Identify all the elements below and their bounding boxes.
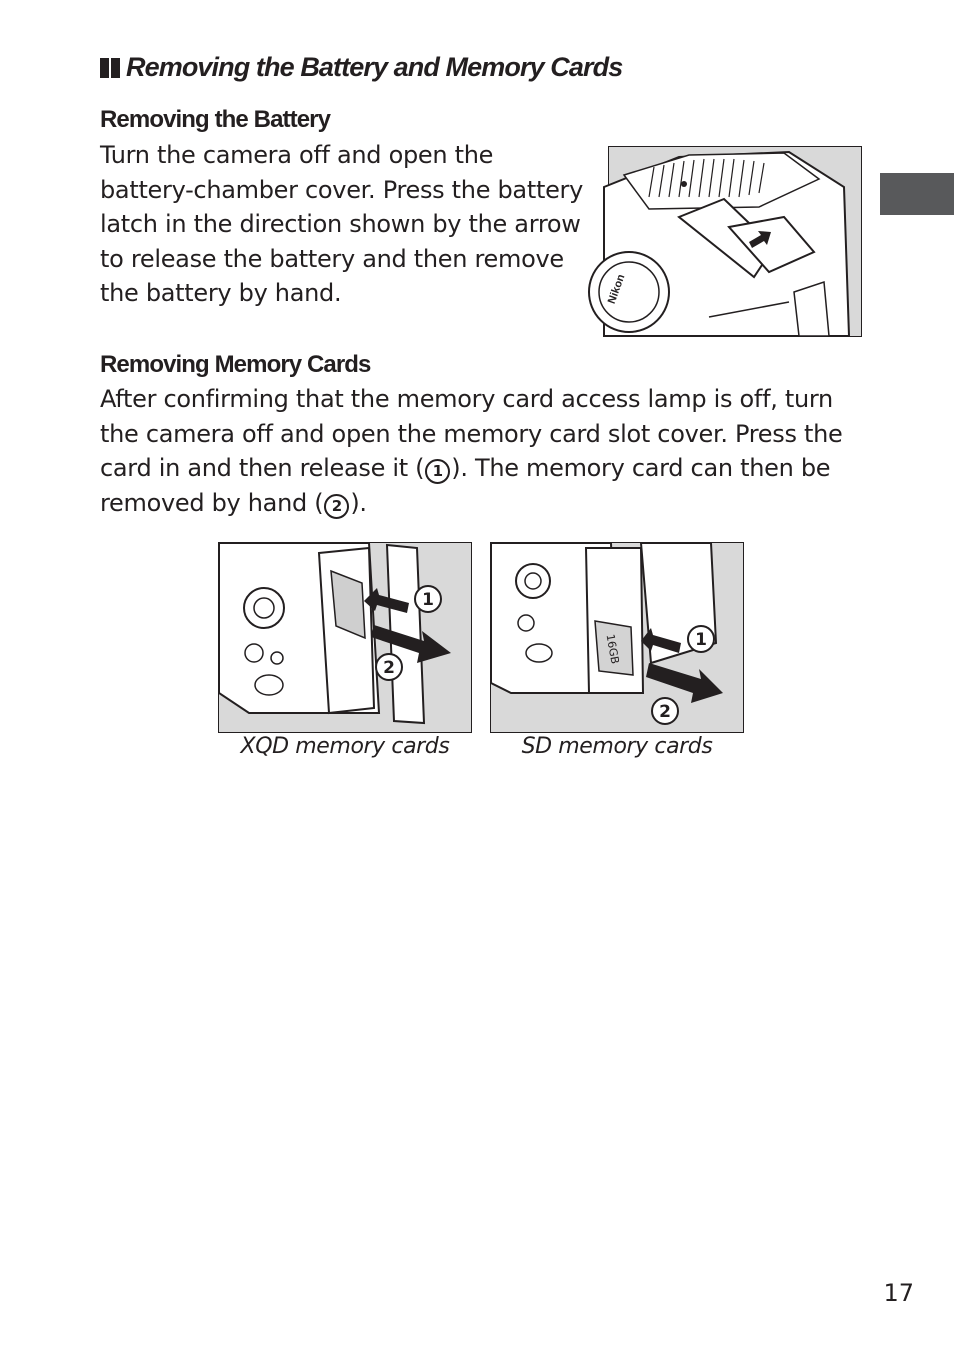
- battery-line: to release the battery and then remove: [100, 244, 564, 273]
- callout-1-label: 1: [695, 630, 707, 650]
- battery-line: the battery by hand.: [100, 279, 342, 308]
- cards-line: [100, 486, 842, 521]
- cards-line-text: card in and then release it (: [100, 454, 425, 483]
- battery-heading: Removing the Battery: [100, 106, 331, 133]
- xqd-caption: XQD memory cards: [240, 734, 450, 759]
- section-title-text: Removing the Battery and Memory Cards: [126, 52, 623, 82]
- cards-heading: Removing Memory Cards: [100, 351, 371, 378]
- cards-line: After confirming that the memory card access lamp is off, turn: [100, 385, 833, 413]
- callout-1-label: 1: [422, 590, 434, 610]
- sd-figure: [490, 542, 744, 733]
- step-1-icon: 1: [425, 459, 450, 484]
- section-marker-icon: [111, 58, 120, 78]
- battery-illustration: [605, 147, 861, 336]
- section-marker-icon: [100, 58, 109, 78]
- battery-line: battery-chamber cover. Press the battery: [100, 175, 584, 204]
- section-title: [100, 50, 622, 84]
- sd-caption: SD memory cards: [521, 734, 713, 759]
- xqd-figure: [218, 542, 472, 733]
- cards-paragraph: [100, 382, 842, 520]
- battery-line: Turn the camera off and open the: [100, 141, 494, 169]
- sd-card-label: 16GB: [603, 633, 622, 666]
- chapter-tab: [880, 173, 954, 215]
- step-2-icon: 2: [324, 494, 349, 519]
- battery-line: latch in the direction shown by the arrow: [100, 210, 581, 239]
- cards-line-text: ). The memory card can then be: [451, 454, 831, 483]
- callout-2-label: 2: [383, 658, 395, 678]
- cards-line: [100, 451, 842, 486]
- brand-label: Nikon: [605, 272, 628, 306]
- page-number: 17: [883, 1279, 914, 1307]
- callout-2-label: 2: [659, 702, 671, 722]
- cards-line-text: removed by hand (: [100, 488, 324, 517]
- cards-line: the camera off and open the memory card slot cover. Press the: [100, 419, 843, 448]
- sd-illustration: [491, 543, 743, 732]
- battery-figure: [605, 146, 862, 337]
- battery-paragraph: [100, 138, 583, 311]
- xqd-illustration: [219, 543, 471, 732]
- cards-line-text: ).: [350, 488, 367, 517]
